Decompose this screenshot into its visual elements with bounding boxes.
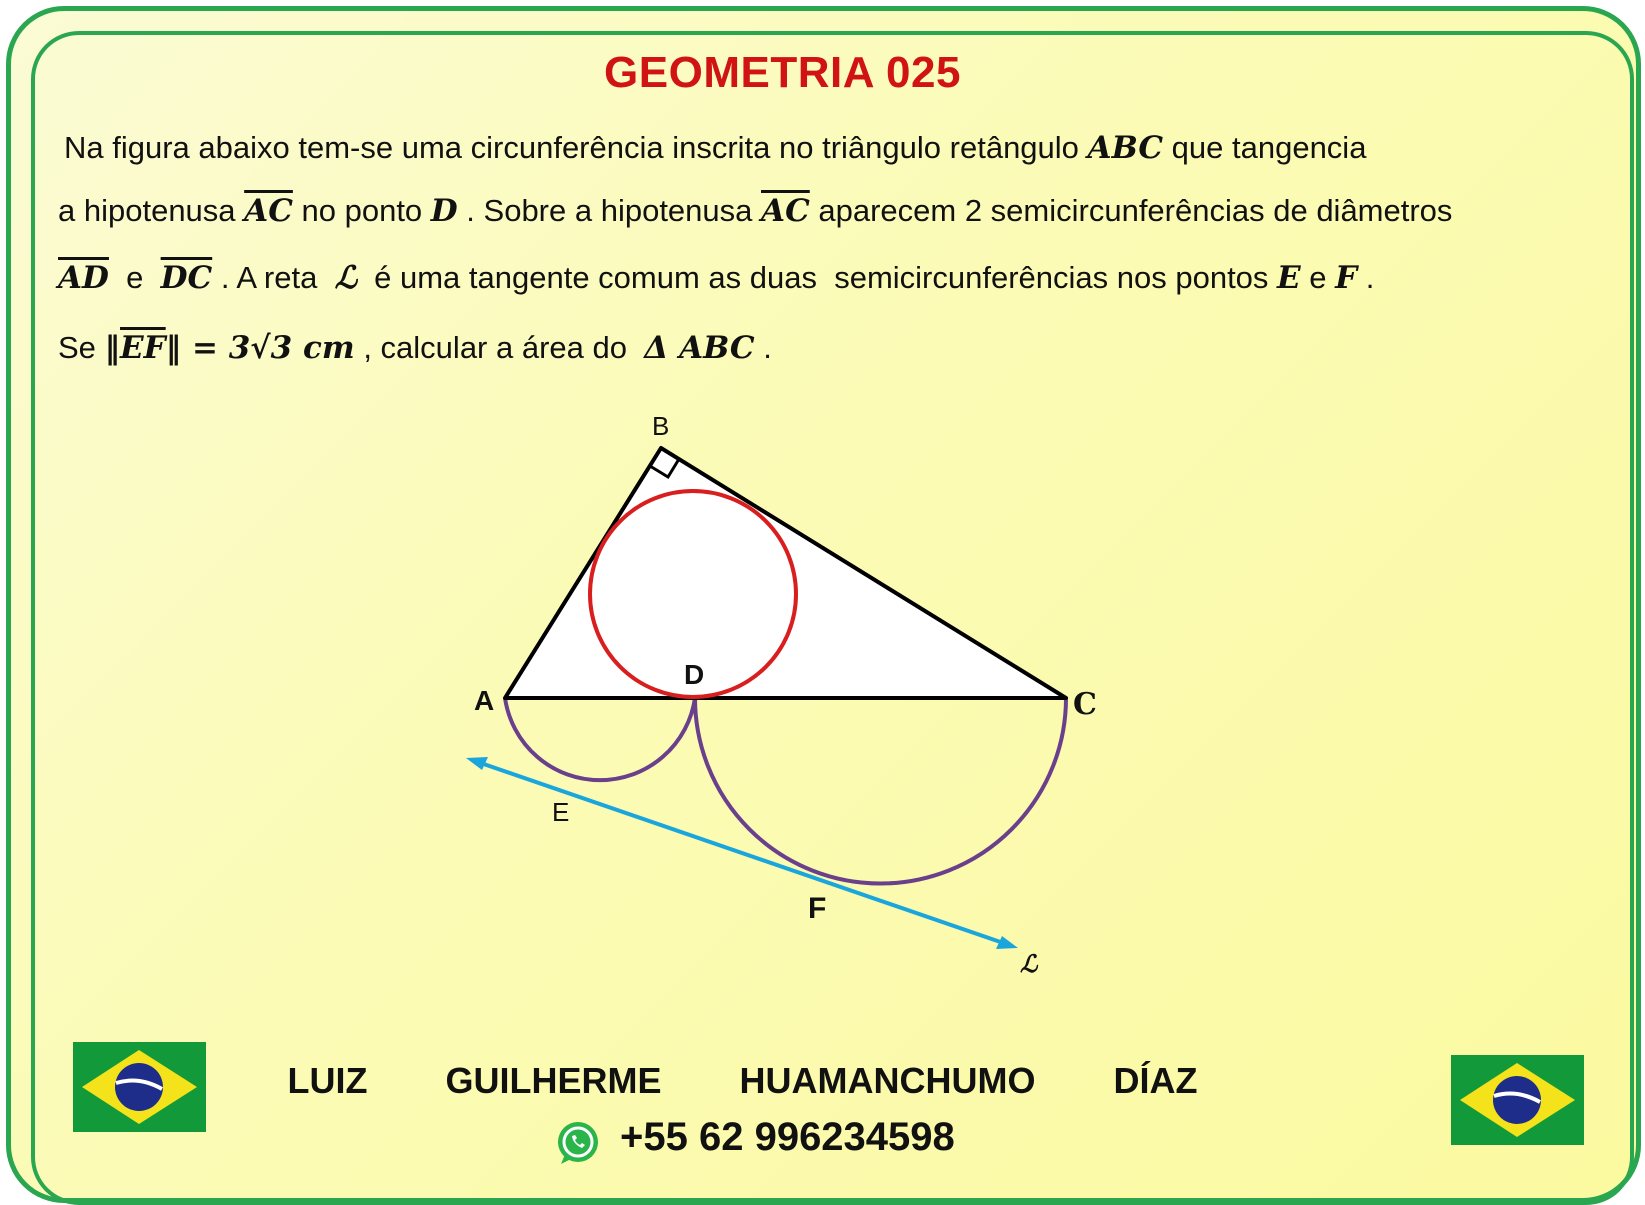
math-ef: $\overline{EF}$: [120, 330, 166, 366]
triangle-fill: [505, 448, 1066, 698]
text-span: .: [1357, 260, 1375, 295]
whatsapp-icon: [553, 1118, 603, 1168]
text-span: é uma tangente comum as duas semicircunferências nos pontos: [356, 260, 1278, 295]
math-l: ℒ: [334, 260, 357, 296]
label-e: E: [552, 797, 570, 827]
phone-number: +55 62 996234598: [620, 1115, 955, 1159]
math-ac: $\overline{AC}$: [761, 193, 810, 229]
label-f: F: [808, 892, 827, 925]
page-title: GEOMETRIA 025: [604, 48, 961, 97]
math-e: E: [1277, 260, 1301, 296]
math-f: F: [1335, 260, 1358, 296]
math-value: ‖ = 3√3 cm: [165, 330, 355, 366]
text-span: . A reta: [212, 260, 335, 295]
text-span: a hipotenusa: [58, 193, 245, 228]
math-abc: ABC: [1087, 130, 1164, 166]
label-l: ℒ: [1020, 949, 1038, 978]
math-triangle-abc: Δ ABC: [644, 330, 755, 366]
label-b: B: [652, 411, 670, 441]
text-span: .: [754, 330, 772, 365]
semicircle-ad: [505, 698, 695, 780]
text-span: . Sobre a hipotenusa: [457, 193, 762, 228]
label-d: D: [684, 659, 705, 690]
math-dc: $\overline{DC}$: [160, 260, 213, 296]
math-ac: $\overline{AC}$: [244, 193, 293, 229]
text-span: e: [108, 260, 161, 295]
text-span: que tangencia: [1163, 130, 1367, 165]
text-span: , calcular a área do: [354, 330, 645, 365]
text-span: no ponto: [292, 193, 431, 228]
math-d: D: [430, 193, 458, 229]
label-a: A: [474, 685, 495, 716]
math-norm-open: ‖: [104, 330, 121, 366]
arrow-left: [466, 757, 488, 770]
arrow-right: [996, 936, 1018, 949]
text-span: e: [1300, 260, 1336, 295]
tangent-line: [472, 760, 1012, 946]
text-span: Na figura abaixo tem-se uma circunferência inscrita no triângulo retângulo: [64, 130, 1088, 165]
math-ad: $\overline{AD}$: [58, 260, 109, 296]
text-span: aparecem 2 semicircunferências de diâmetros: [809, 193, 1453, 228]
label-c: C: [1073, 687, 1097, 722]
text-span: Se: [58, 330, 105, 365]
author-name: LUIZ GUILHERME HUAMANCHUMO DÍAZ: [287, 1060, 1198, 1101]
